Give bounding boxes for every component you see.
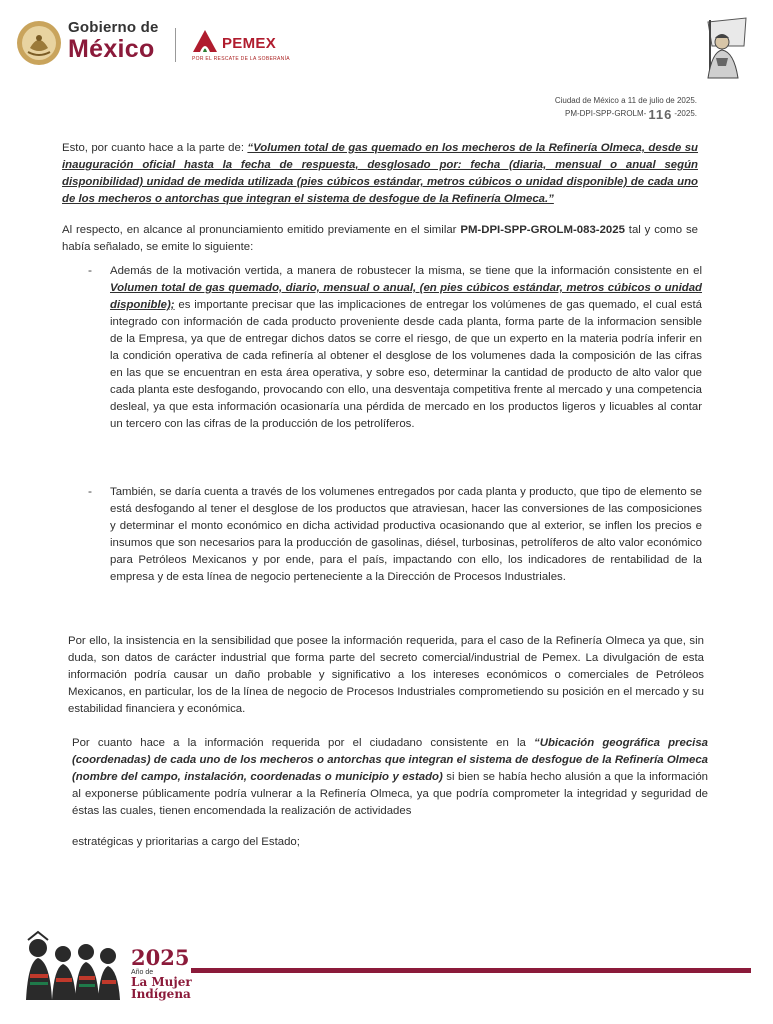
b2-text: También, se daría cuenta a través de los volumenes entregados por cada planta y producto, que tipo de elemento se está desfogando al tener el desglose de los productos que atraviesan, hacer las conversiones de las composiciones y determinar el monto económico en dicha actividad productiva ocasionando que al exterior, se inflen los precios e insumos que son necesarios para la producción de gasolinas, diésel, turbosinas, petrolíferos de alto valor económico para Petróleos Mexicanos y por ende, para el país, impactando con ello, los indicadores de rentabilidad de la empresa y de esta línea de negocio perteneciente a la Dirección de Procesos Industriales.	[110, 486, 702, 583]
ref-code-suffix: -2025.	[674, 109, 697, 119]
year-of-indigenous-woman-logo	[131, 947, 192, 1000]
year-line-2: Indígena	[131, 987, 191, 1001]
paragraph-ubicacion-last-line	[72, 834, 708, 851]
indigenous-women-illustration-icon	[18, 930, 128, 1000]
gob-line1: Gobierno de	[68, 19, 159, 36]
year-number: 2025	[131, 945, 190, 970]
ref-code-prefix: PM-DPI-SPP-GROLM-	[564, 109, 647, 119]
p4-last: estratégicas y prioritarias a cargo del Estado;	[72, 836, 300, 848]
p1-lead: Esto, por cuanto hace a la parte de:	[62, 142, 248, 154]
p2-reference-code: PM-DPI-SPP-GROLM-083-2025	[460, 224, 625, 236]
p2-text-a: Al respecto, en alcance al pronunciamiento emitido previamente en el similar	[62, 224, 461, 236]
paragraph-alcance	[62, 222, 698, 256]
heroine-flag-illustration-icon	[688, 16, 750, 80]
ref-code-number: 116	[648, 107, 673, 123]
b1-text-b: es importante precisar que las implicaciones de entregar los volúmenes de gas quemado, el cual está integrado con información de cada producto proveniente desde cada planta, forma parte de la informacion sensible de la Empresa, ya que de entregar dichos datos se corre el riesgo, de que un experto en la materia podría inferir en la condición operativa de cada refinería al obtener el desglose de los volumenes dada la composición de las cifras en las que se encuentran en esta área operativa, y sobre eso, determinar la cantidad de producto de alto valor que cada planta este desfogando, provocando con ello, una desventaja competitiva frente al mercado y una competencia desleal, ya que esta información ocasionaría una pérdida de mercado en los productos ligeros y licuables al contar un tercero con las cifras de la producción de los petrolíferos.	[110, 299, 702, 430]
gob-line2: México	[68, 35, 155, 63]
paragraph-ubicacion	[72, 735, 708, 820]
gobierno-de-mexico-logo	[68, 20, 159, 62]
bullet-item-1	[110, 263, 702, 433]
pemex-tagline: POR EL RESCATE DE LA SOBERANÍA	[192, 56, 290, 62]
bullet-marker: -	[88, 263, 92, 277]
pemex-flame-icon	[190, 28, 220, 54]
p2-text-b: tal y como se había señalado, se emite lo siguiente:	[62, 224, 698, 253]
footer-rule	[191, 968, 751, 973]
year-line-1: La Mujer	[131, 975, 192, 989]
reference-code	[555, 106, 697, 124]
bullet-item-2	[110, 484, 702, 586]
p4-rest: si bien se había hecho alusión a que la información al exponerse públicamente podría vulnerar a la Refinería Olmeca, ya que podría comprometer la integridad y seguridad de éstas las cuales, tienen encomendada la realización de actividades	[72, 771, 708, 817]
paragraph-intro	[62, 140, 698, 208]
b1-text-a: Además de la motivación vertida, a manera de robustecer la misma, se tiene que la información consistente en el	[110, 265, 702, 277]
p3-text: Por ello, la insistencia en la sensibilidad que posee la información requerida, para el caso de la Refinería Olmeca ya que, sin duda, son datos de carácter industrial que forma parte del secreto comercial/industrial de Pemex. La divulgación de esta información podría causar un daño probable y significativo a los intereses económicos o comerciales de Petróleos Mexicanos, en particular, los de la línea de negocio de Procesos Industriales comprometiendo su posición en el mercado y su estabilidad financiera y económica.	[68, 635, 704, 715]
p1-quote: “Volumen total de gas quemado en los mecheros de la Refinería Olmeca, desde su inauguración oficial hasta la fecha de respuesta, desglosado por: fecha (diaria, mensual o anual según disponibilidad) unidad de medida utilizada (pies cúbicos estándar, metros cúbicos o unidad disponible) de cada uno de los mecheros o antorchas que integran el sistema de desfogue de la Refinería Olmeca.”	[62, 142, 699, 205]
year-subtitle: Año de	[131, 969, 154, 976]
p4-quote: “Ubicación geográfica precisa (coordenadas) de cada uno de los mecheros o antorchas que integran el sistema de desfogue de la Refinería Olmeca (nombre del campo, instalación, coordenadas o municipio y estado)	[72, 737, 708, 783]
document-reference	[555, 95, 697, 124]
header-divider	[175, 28, 176, 62]
p4-lead: Por cuanto hace a la información requerida por el ciudadano consistente en la	[72, 737, 535, 749]
mexico-coat-of-arms-icon	[16, 20, 62, 66]
date-line: Ciudad de México a 11 de julio de 2025.	[554, 96, 697, 105]
b1-quote: Volumen total de gas quemado, diario, mensual o anual, (en pies cúbicos estándar, metros cúbicos o unidad disponible);	[110, 282, 702, 311]
paragraph-sensibilidad	[68, 633, 704, 718]
pemex-wordmark: PEMEX	[222, 35, 277, 52]
bullet-marker: -	[88, 484, 92, 498]
